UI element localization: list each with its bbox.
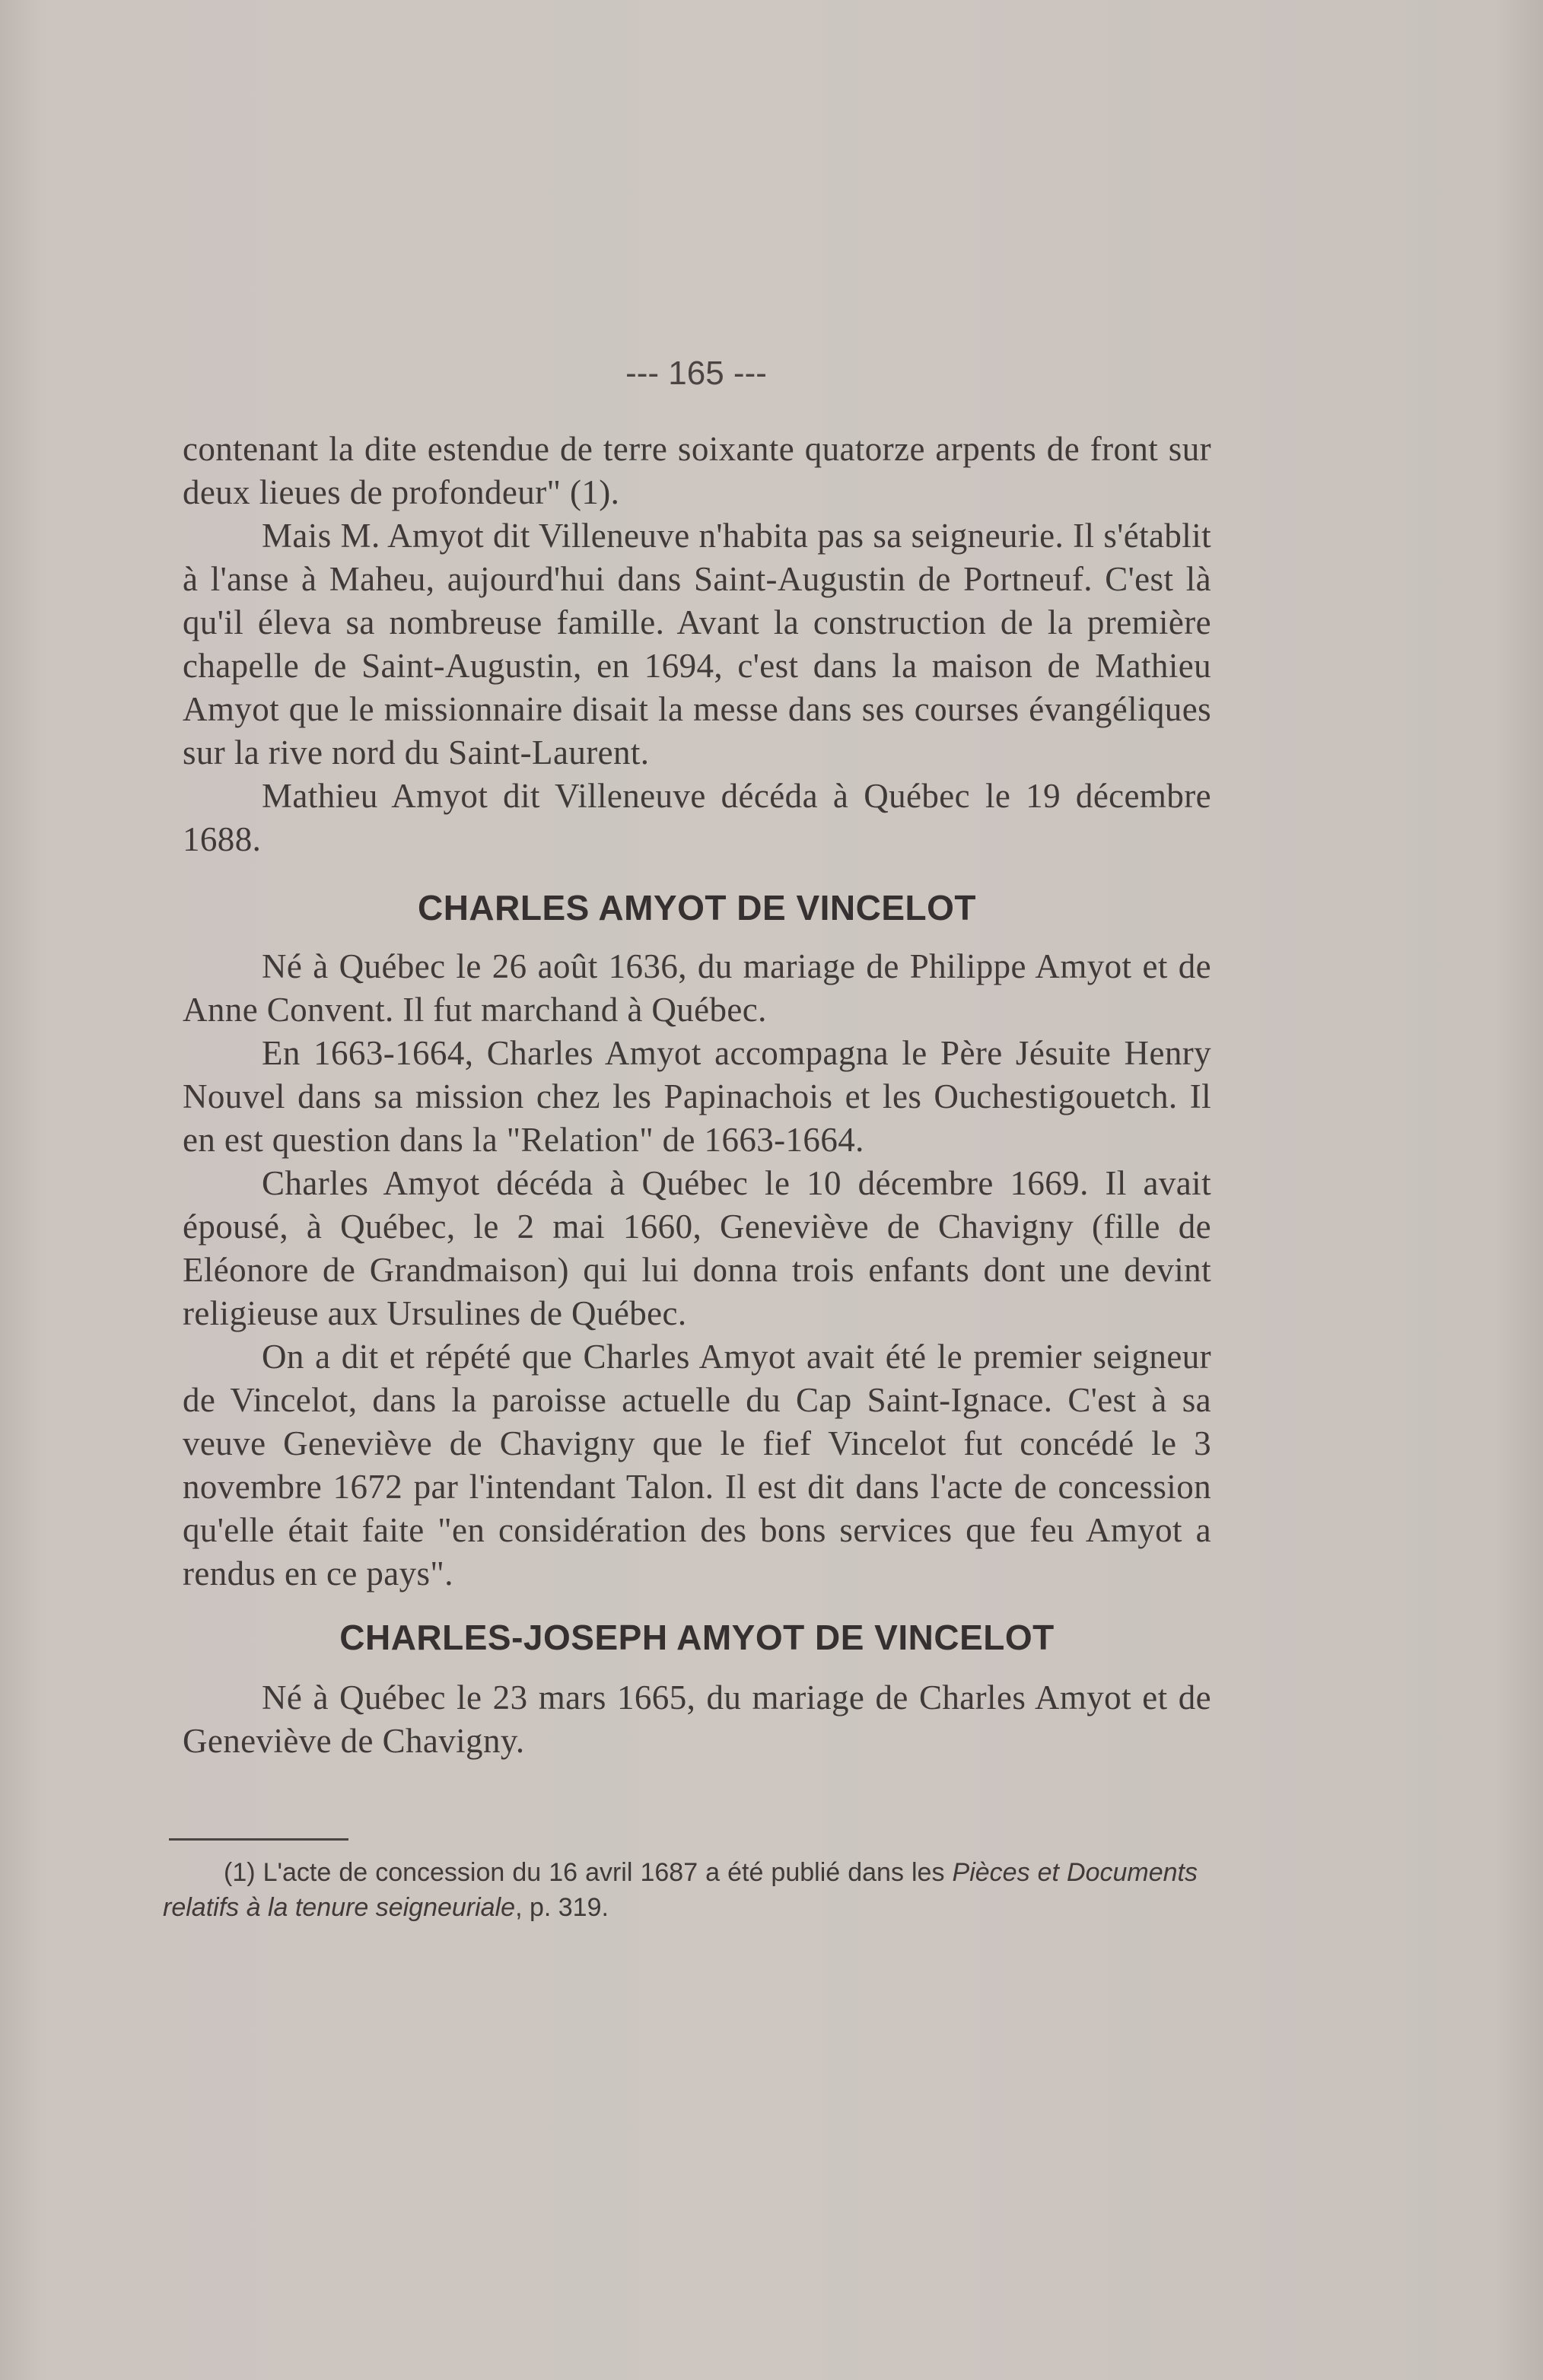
paragraph: Charles Amyot décéda à Québec le 10 décembre 1669. Il avait épousé, à Québec, le 2 mai 1660, Geneviève de Chavigny (fille de Eléonore de Grandmaison) qui lui donna trois enfants dont une devint religieuse aux Ursulines de Québec. <box>183 1164 1211 1332</box>
paragraph: En 1663-1664, Charles Amyot accompagna le Père Jésuite Henry Nouvel dans sa mission chez les Papinachois et les Ouchestigouetch. Il en est question dans la "Relation" de 1663-1664. <box>183 1034 1211 1159</box>
footnote <box>163 1855 1198 1925</box>
section-heading: CHARLES AMYOT DE VINCELOT <box>417 888 977 928</box>
main-text <box>183 428 1211 1763</box>
section-heading: CHARLES-JOSEPH AMYOT DE VINCELOT <box>339 1618 1055 1657</box>
paragraph: contenant la dite estendue de terre soixante quatorze arpents de front sur deux lieues de profondeur" (1). <box>183 430 1211 511</box>
footnote-title: Pièces et Documents relatifs à la tenure seigneuriale <box>163 1858 1198 1922</box>
footnote-suffix: , p. 319. <box>515 1893 609 1922</box>
paragraph: Né à Québec le 23 mars 1665, du mariage de Charles Amyot et de Geneviève de Chavigny. <box>183 1678 1211 1760</box>
paragraph: Né à Québec le 26 août 1636, du mariage de Philippe Amyot et de Anne Convent. Il fut marchand à Québec. <box>183 947 1211 1029</box>
paragraph: Mathieu Amyot dit Villeneuve décéda à Québec le 19 décembre 1688. <box>183 777 1211 858</box>
page-number: --- 165 --- <box>625 355 767 392</box>
footnote-body: (1) L'acte de concession du 16 avril 1687 a été publié dans les <box>224 1858 945 1887</box>
footnote-text <box>163 1855 1198 1925</box>
paragraph: On a dit et répété que Charles Amyot avait été le premier seigneur de Vincelot, dans la paroisse actuelle du Cap Saint-Ignace. C'est à sa veuve Geneviève de Chavigny que le fief Vincelot fut concédé le 3 novembre 1672 par l'intendant Talon. Il est dit dans l'acte de concession qu'elle était faite "en considération des bons services que feu Amyot a rendus en ce pays". <box>183 1338 1211 1592</box>
footnote-divider <box>169 1838 348 1841</box>
paragraph: Mais M. Amyot dit Villeneuve n'habita pas sa seigneurie. Il s'établit à l'anse à Maheu, aujourd'hui dans Saint-Augustin de Portneuf. C'est là qu'il éleva sa nombreuse famille. Avant la construction de la première chapelle de Saint-Augustin, en 1694, c'est dans la maison de Mathieu Amyot que le missionnaire disait la messe dans ses courses évangéliques sur la rive nord du Saint-Laurent. <box>183 517 1211 772</box>
